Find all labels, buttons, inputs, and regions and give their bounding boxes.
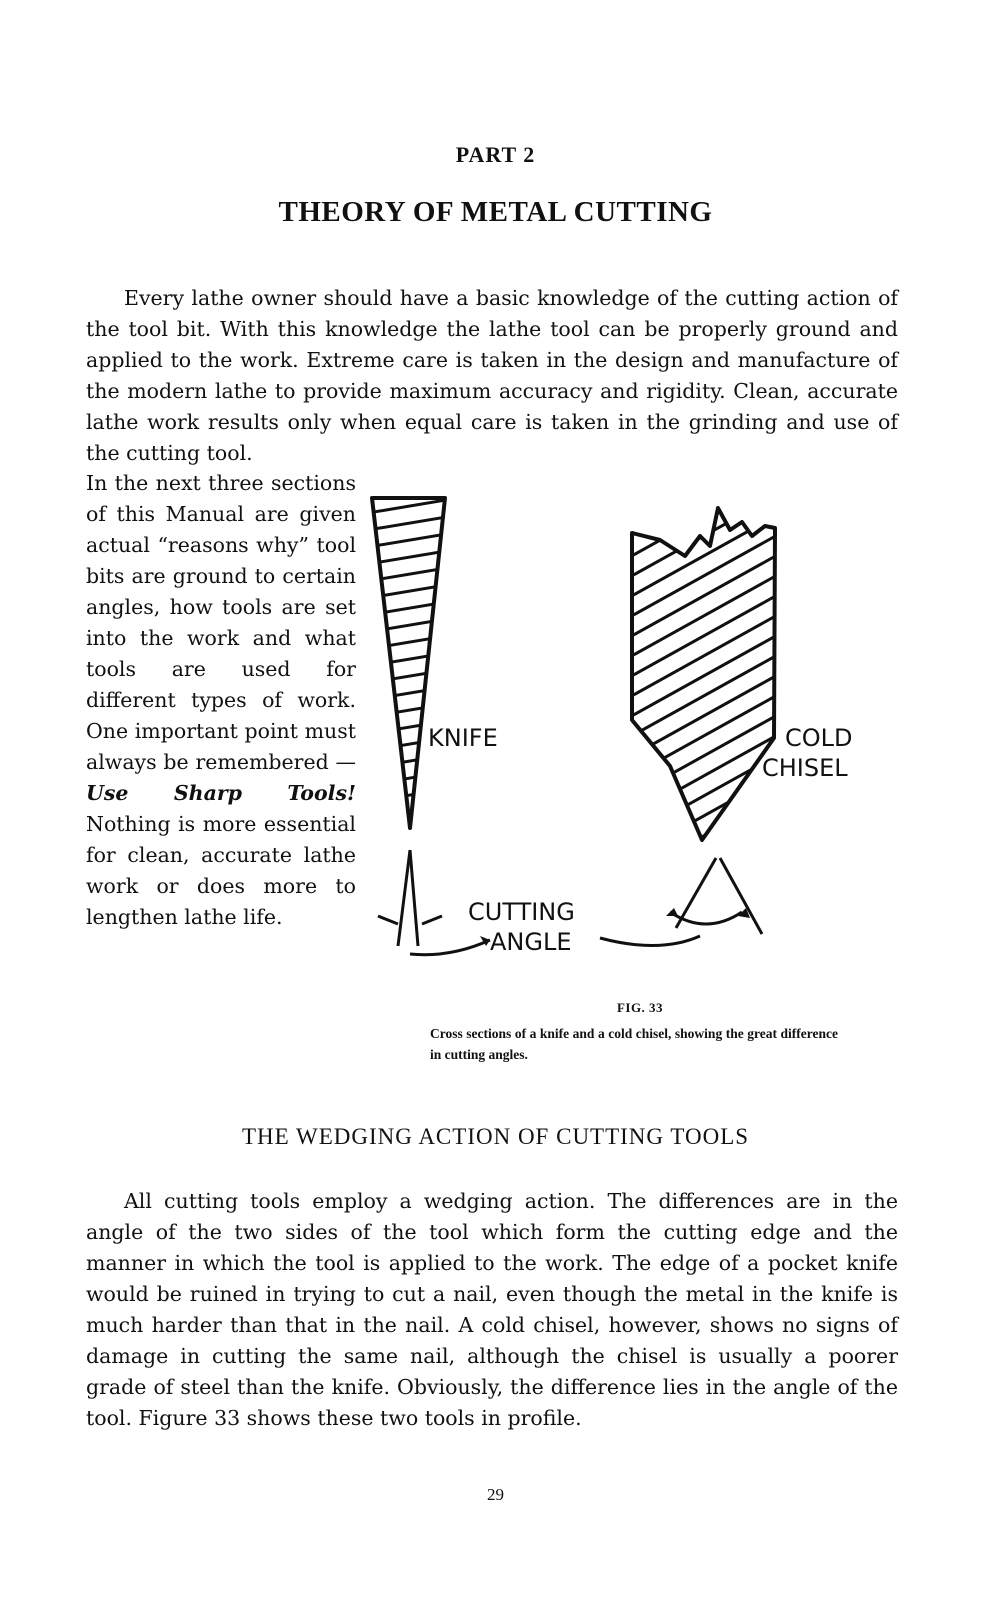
page-number: 29: [487, 1485, 504, 1504]
figure-number: FIG. 33: [616, 1000, 664, 1015]
figure-33: [370, 488, 900, 956]
section-paragraph: All cutting tools employ a wedging action. The differences are in the angle of the two sides of the tool which form the cutting edge and the manner in which the tool is applied to the work. The edge of a pocket knife would be ruined in trying to cut a nail, even though the metal in the knife is much harder than that in the nail. A cold chisel, however, shows no signs of damage in cutting the same nail, although the chisel is usually a poorer grade of steel than the knife. Obviously, the difference lies in the angle of the tool. Figure 33 shows these two tools in profile.: [86, 1189, 898, 1430]
knife-cross-section: [350, 496, 470, 828]
chisel-label-line1: COLD: [785, 724, 853, 752]
chisel-angle-marker: [600, 858, 762, 946]
chisel-label-line2: CHISEL: [762, 754, 848, 782]
intro-tail-text: Nothing is more essential for clean, accurate lathe work or does more to lengthen lathe life.: [86, 812, 356, 929]
chisel-cross-section: [610, 468, 790, 908]
cutting-angle-label-line1: CUTTING: [468, 898, 575, 926]
knife-label: KNIFE: [428, 724, 498, 752]
section-heading: THE WEDGING ACTION OF CUTTING TOOLS: [241, 1124, 750, 1149]
knife-hatching: [350, 496, 470, 822]
cutting-angle-label-line2: ANGLE: [490, 928, 572, 956]
chapter-title: THEORY OF METAL CUTTING: [278, 196, 713, 228]
intro-continued-text: In the next three sections of this Manual are given actual “reasons why” tool bits are ground to certain angles, how tools are set into the work and what tools are used for different types of work. One important point must always be remembered —: [86, 471, 356, 774]
intro-continued-paragraph: [86, 468, 356, 933]
chisel-outline: [632, 508, 775, 840]
figure-caption: Cross sections of a knife and a cold chisel, showing the great difference in cutting angles.: [430, 1026, 838, 1062]
figure-33-drawing: [370, 488, 900, 956]
part-label: PART 2: [455, 142, 536, 167]
use-sharp-tools-emphasis: Use Sharp Tools!: [86, 781, 356, 805]
intro-paragraph: Every lathe owner should have a basic knowledge of the cutting action of the tool bit. With this knowledge the lathe tool can be properly ground and applied to the work. Extreme care is taken in the design and manufacture of the modern lathe to provide maximum accuracy and rigidity. Clean, accurate lathe work results only when equal care is taken in the grinding and use of the cutting tool.: [86, 286, 898, 465]
angle-arrowhead-chisel-left: [666, 908, 678, 916]
